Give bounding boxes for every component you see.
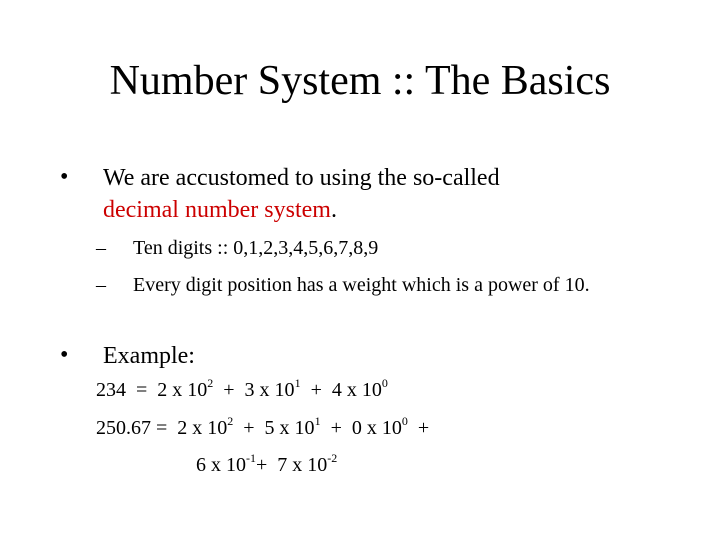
eq-exponent: 1 bbox=[294, 376, 301, 390]
equation-line-3 bbox=[196, 452, 337, 478]
bullet-marker: • bbox=[60, 342, 69, 368]
eq-term: 234 = 2 x 10 bbox=[96, 379, 208, 401]
bullet-marker: • bbox=[60, 164, 69, 190]
eq-term: 6 x 10 bbox=[196, 454, 246, 476]
eq-exponent: -2 bbox=[327, 451, 338, 465]
eq-term: + 0 x 10 bbox=[320, 417, 402, 439]
sub-bullet-marker: – bbox=[96, 237, 106, 259]
eq-term: + 5 x 10 bbox=[233, 417, 315, 439]
bullet-text-period: . bbox=[330, 197, 337, 223]
eq-term: 250.67 = 2 x 10 bbox=[96, 417, 228, 439]
sub-bullet-digits: Ten digits :: 0,1,2,3,4,5,6,7,8,9 bbox=[133, 237, 379, 259]
bullet-text-decimal bbox=[103, 162, 663, 226]
eq-exponent: -1 bbox=[246, 451, 256, 465]
eq-exponent: 0 bbox=[401, 414, 408, 428]
eq-term: + 7 x 10 bbox=[256, 454, 328, 476]
bullet-text-example: Example: bbox=[103, 343, 195, 369]
highlighted-term: decimal number system bbox=[103, 197, 331, 223]
equation-line-1 bbox=[96, 377, 388, 403]
eq-exponent: 2 bbox=[207, 376, 214, 390]
eq-exponent: 1 bbox=[314, 414, 321, 428]
sub-bullet-weight: Every digit position has a weight which is a power of 10. bbox=[133, 274, 590, 296]
bullet-text-intro: We are accustomed to using the so-called bbox=[103, 165, 500, 191]
eq-exponent: 0 bbox=[381, 376, 388, 390]
eq-term: + 3 x 10 bbox=[213, 379, 295, 401]
eq-exponent: 2 bbox=[227, 414, 234, 428]
slide-title: Number System :: The Basics bbox=[109, 58, 611, 104]
eq-term: + bbox=[407, 417, 430, 439]
eq-term: + 4 x 10 bbox=[300, 379, 382, 401]
sub-bullet-marker: – bbox=[96, 274, 106, 296]
equation-line-2 bbox=[96, 415, 429, 441]
